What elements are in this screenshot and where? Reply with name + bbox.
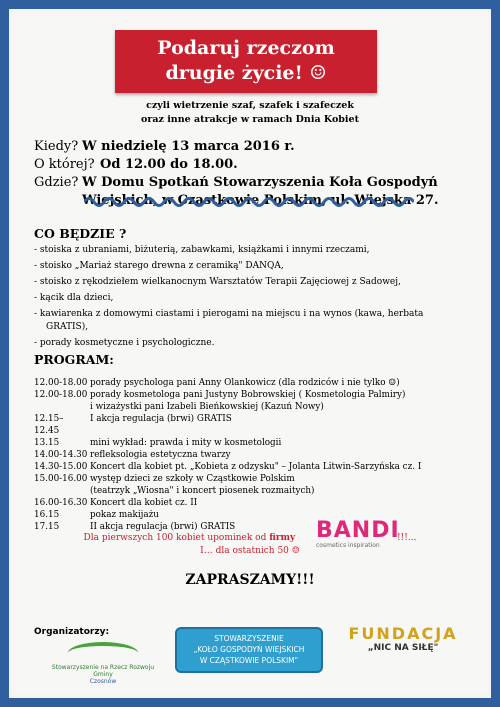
- program-time: 12.15– 12.45: [34, 414, 64, 436]
- program-row: [34, 413, 474, 437]
- program-time: 15.00-16.00: [34, 474, 88, 484]
- program-time: 16.15: [34, 510, 60, 520]
- program-time: [34, 485, 90, 497]
- box2-line1: STOWARZYSZENIE: [214, 634, 284, 643]
- list-item: - stoisko „Mariaż starego drewna z ceramiką" DANQA,: [34, 261, 284, 271]
- bandi-word: BANDI: [316, 518, 400, 543]
- title-line1: Podaruj rzeczom: [157, 37, 335, 59]
- gdzie-value1: W Domu Spotkań Stowarzyszenia Koła Gospodyń: [82, 175, 438, 190]
- program-row: [34, 377, 474, 389]
- program-row: [34, 485, 474, 497]
- program-desc: I akcja regulacja (brwi) GRATIS: [90, 414, 232, 424]
- gift-line2: I… dla ostatnich 50 ☺: [200, 546, 300, 556]
- fund-b: „NIC NA SIŁĘ": [367, 643, 439, 653]
- program-desc: mini wykład: prawda i mity w kosmetologii: [90, 438, 282, 448]
- subtitle-line1: czyli wietrzenie szaf, szafek i szafeczek: [146, 100, 354, 111]
- kgw-box: [175, 627, 323, 673]
- co-bedzie-heading: CO BĘDZIE ?: [34, 226, 127, 241]
- organizatorzy-label: Organizatorzy:: [34, 627, 110, 637]
- list-item: - stoiska z ubraniami, biżuterią, zabawkami, książkami i innymi rzeczami,: [34, 245, 370, 255]
- program-time: 16.00-16.30: [34, 498, 88, 508]
- logo1-name: Stowarzyszenie na Rzecz Rozwoju Gminy: [51, 664, 155, 678]
- title-line2: drugie życie! ☺: [165, 62, 327, 84]
- list-item: - stoisko z rękodziełem wielkanocnym Warsztatów Terapii Zajęciowej z Sadowej,: [34, 277, 401, 287]
- fund-a: FUNDACJA: [348, 624, 458, 643]
- list-item: - porady kosmetyczne i psychologiczne.: [34, 338, 215, 348]
- kiedy-value: W niedzielę 13 marca 2016 r.: [82, 139, 295, 154]
- program-row: [34, 437, 474, 449]
- wave-divider: [84, 195, 414, 209]
- list-item: - kawiarenka z domowymi ciastami i pierogami na miejscu i na wynos (kawa, herbata GRATIS),: [34, 309, 424, 332]
- program-time: 13.15: [34, 438, 60, 448]
- program-time: 14.30-15.00: [34, 462, 88, 472]
- ktorej-label: O której?: [34, 157, 95, 172]
- association-logo: [48, 642, 158, 684]
- program-desc: refleksologia estetyczna twarzy: [90, 450, 231, 460]
- bandi-logo: [316, 520, 412, 550]
- program-desc: Koncert dla kobiet pt. „Kobieta z odzysku" – Jolanta Litwin-Sarzyńska cz. I: [90, 462, 422, 472]
- program-desc: Koncert dla kobiet cz. II: [90, 498, 198, 508]
- logo-arc-icon: [68, 642, 138, 664]
- program-row: [34, 401, 474, 413]
- program-time: 12.00-18.00: [34, 390, 88, 400]
- gift-text-a: Dla pierwszych 100 kobiet upominek od: [83, 533, 267, 543]
- program-time: 12.00-18.00: [34, 378, 88, 388]
- gdzie-label: Gdzie?: [34, 175, 79, 190]
- list-item: - kącik dla dzieci,: [34, 293, 114, 303]
- program-heading: PROGRAM:: [34, 352, 114, 367]
- program-table: [34, 377, 474, 533]
- kiedy-label: Kiedy?: [34, 139, 79, 154]
- program-row: [34, 461, 474, 473]
- zapraszamy-heading: ZAPRASZAMY!!!: [185, 572, 315, 588]
- program-row: [34, 449, 474, 461]
- gdzie-value2: Wiejskich, w Cząstkowie Polskim, ul. Wiejska 27.: [82, 193, 439, 208]
- program-desc: (teatrzyk „Wiosna" i koncert piosenek rozmaitych): [90, 486, 315, 496]
- program-time: 14.00-14.30: [34, 450, 88, 460]
- ktorej-value: Od 12.00 do 18.00.: [100, 157, 238, 172]
- box2-line3: W CZĄSTKOWIE POLSKIM": [199, 656, 299, 665]
- title-banner: [115, 30, 377, 93]
- gift-line1: [0, 533, 500, 543]
- program-desc: i wizażystki pani Izabeli Bieńkowskiej (Kazuń Nowy): [90, 402, 324, 412]
- program-time: 17.15: [34, 522, 60, 532]
- program-row: [34, 473, 474, 485]
- gift-text-c: !!!...: [397, 533, 417, 543]
- program-desc: porady psychologa pani Anny Olankowicz (dla rodziców i nie tylko ☺): [90, 378, 400, 388]
- program-desc: II akcja regulacja (brwi) GRATIS: [90, 522, 236, 532]
- program-desc: występ dzieci ze szkoły w Cząstkowie Polskim: [90, 474, 295, 484]
- subtitle-line2: oraz inne atrakcje w ramach Dnia Kobiet: [141, 114, 359, 125]
- bandi-sub: cosmetics inspiration: [316, 542, 380, 549]
- program-row: [34, 497, 474, 509]
- program-desc: porady kosmetologa pani Justyny Bobrowskiej ( Kosmetologia Palmiry): [90, 390, 406, 400]
- program-time: [34, 401, 90, 413]
- logo1-city: Czosnów: [89, 678, 117, 685]
- box2-line2: „KOŁO GOSPODYŃ WIEJSKICH: [193, 645, 305, 654]
- program-desc: pokaz makijażu: [90, 510, 159, 520]
- co-bedzie-list: [34, 244, 454, 353]
- foundation-logo: [348, 624, 458, 653]
- gift-text-b: firmy: [269, 533, 296, 543]
- program-row: [34, 389, 474, 401]
